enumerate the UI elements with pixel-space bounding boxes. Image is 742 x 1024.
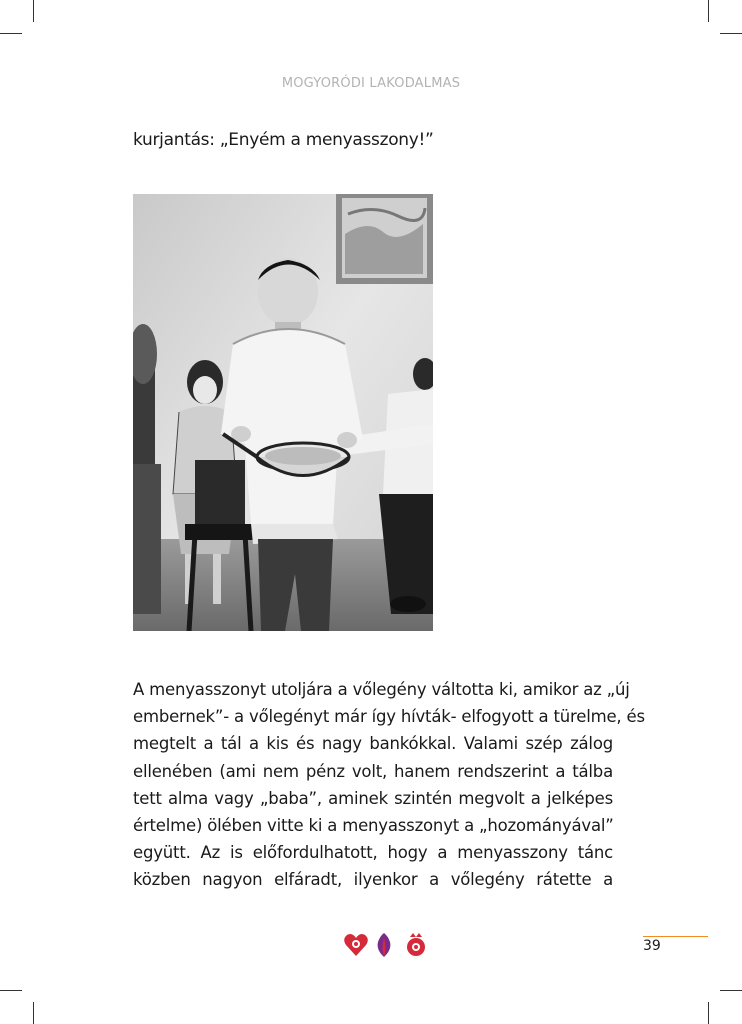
pomegranate-folk-icon	[407, 933, 425, 956]
paragraph-line: együtt. Az is előfordulhatott, hogy a menyasszony tánc	[133, 843, 613, 863]
paragraph-line: megtelt a tál a kis és nagy bankókkal. Valami szép zálog	[133, 734, 613, 754]
paragraph-line: ellenében (ami nem pénz volt, hanem rendszerint a tálba	[133, 761, 613, 781]
crop-mark	[720, 990, 742, 991]
paragraph-line: embernek”- a vőlegényt már így hívták- elfogyott a türelme, és	[133, 707, 645, 727]
crop-mark	[33, 0, 34, 22]
paragraph-line: közben nagyon elfáradt, ilyenkor a vőlegény rátette a	[133, 870, 613, 890]
heart-folk-icon	[344, 934, 368, 956]
tulip-folk-icon	[378, 933, 391, 957]
paragraph-line: tett alma vagy „baba”, aminek szintén megvolt a jelképes	[133, 788, 613, 808]
crop-mark	[0, 990, 22, 991]
wall-picture-frame	[336, 194, 433, 284]
intro-line: kurjantás: „Enyém a menyasszony!”	[133, 130, 434, 150]
wedding-photograph	[133, 194, 433, 631]
footer-ornaments	[342, 930, 432, 960]
crop-mark	[708, 1002, 709, 1024]
crop-mark	[33, 1002, 34, 1024]
paragraph-line: A menyasszonyt utoljára a vőlegény váltotta ki, amikor az „új	[133, 680, 630, 699]
footer-rule	[643, 936, 708, 937]
crop-mark	[0, 33, 22, 34]
running-header: MOGYORÓDI LAKODALMAS	[281, 76, 461, 91]
paragraph-line: értelme) ölében vitte ki a menyasszonyt a „hozományával”	[133, 816, 614, 836]
body-paragraph	[133, 676, 645, 894]
page-number: 39	[643, 938, 661, 954]
crop-mark	[708, 0, 709, 22]
crop-mark	[720, 33, 742, 34]
